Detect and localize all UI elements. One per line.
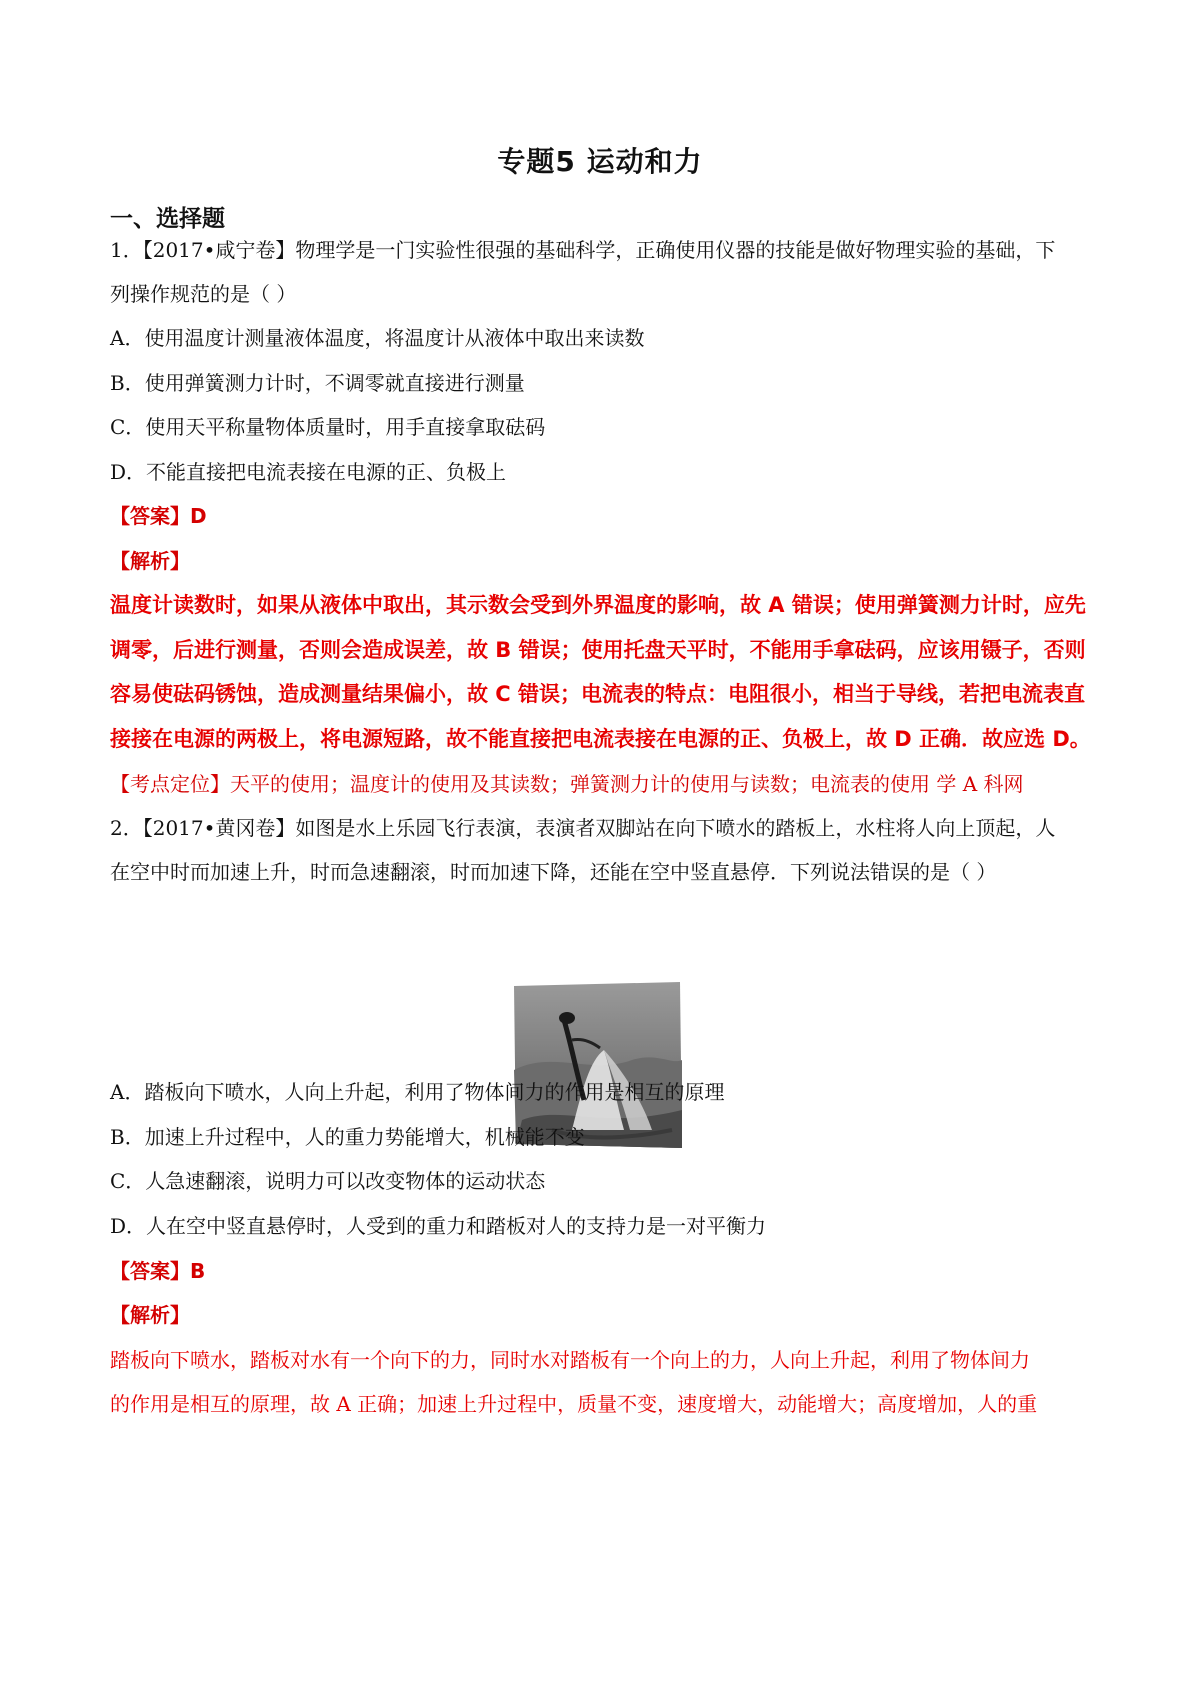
q2-option-a: A．踏板向下喷水，人向上升起，利用了物体间力的作用是相互的原理	[110, 1080, 725, 1104]
q2-option-c: C．人急速翻滚，说明力可以改变物体的运动状态	[110, 1169, 546, 1193]
q1-analysis-line-4: 接接在电源的两极上，将电源短路，故不能直接把电流表接在电源的正、负极上，故 D 正确．故应选 D。	[110, 727, 1091, 751]
page-title: 专题5 运动和力	[497, 145, 703, 178]
q1-stem-line-1: 1．【2017•咸宁卷】物理学是一门实验性很强的基础科学，正确使用仪器的技能是做好物理实验的基础，下	[110, 238, 1056, 262]
q2-stem-line-1: 2．【2017•黄冈卷】如图是水上乐园飞行表演，表演者双脚站在向下喷水的踏板上，水柱将人向上顶起，人	[110, 816, 1056, 840]
q1-keypoint: 【考点定位】天平的使用；温度计的使用及其读数；弹簧测力计的使用与读数；电流表的使用 学 A 科网	[110, 772, 1024, 796]
q2-stem-line-2: 在空中时而加速上升，时而急速翻滚，时而加速下降，还能在空中竖直悬停．下列说法错误的是（ ）	[110, 860, 997, 884]
q1-analysis-line-1: 温度计读数时，如果从液体中取出，其示数会受到外界温度的影响，故 A 错误；使用弹簧测力计时，应先	[110, 593, 1086, 617]
q1-option-d: D．不能直接把电流表接在电源的正、负极上	[110, 460, 507, 484]
q2-option-d: D．人在空中竖直悬停时，人受到的重力和踏板对人的支持力是一对平衡力	[110, 1214, 767, 1238]
q1-option-c: C．使用天平称量物体质量时，用手直接拿取砝码	[110, 415, 546, 439]
q1-option-a: A．使用温度计测量液体温度，将温度计从液体中取出来读数	[110, 326, 645, 350]
q1-answer: 【答案】D	[110, 504, 207, 528]
q1-stem-line-2: 列操作规范的是（ ）	[110, 282, 297, 306]
q2-analysis-line-2: 的作用是相互的原理，故 A 正确；加速上升过程中，质量不变，速度增大，动能增大；高度增加，人的重	[110, 1392, 1038, 1416]
q1-analysis-label: 【解析】	[110, 549, 190, 573]
section-heading: 一、选择题	[110, 206, 225, 232]
q2-analysis-line-1: 踏板向下喷水，踏板对水有一个向下的力，同时水对踏板有一个向上的力，人向上升起，利用了物体间力	[110, 1348, 1030, 1372]
q2-analysis-label: 【解析】	[110, 1303, 190, 1327]
q2-option-b: B．加速上升过程中，人的重力势能增大，机械能不变	[110, 1125, 585, 1149]
q1-analysis-line-2: 调零，后进行测量，否则会造成误差，故 B 错误；使用托盘天平时，不能用手拿砝码，应该用镊子，否则	[110, 638, 1086, 662]
q1-analysis-line-3: 容易使砝码锈蚀，造成测量结果偏小，故 C 错误；电流表的特点：电阻很小，相当于导线，若把电流表直	[110, 682, 1086, 706]
q2-answer: 【答案】B	[110, 1259, 206, 1283]
q1-option-b: B．使用弹簧测力计时，不调零就直接进行测量	[110, 371, 525, 395]
